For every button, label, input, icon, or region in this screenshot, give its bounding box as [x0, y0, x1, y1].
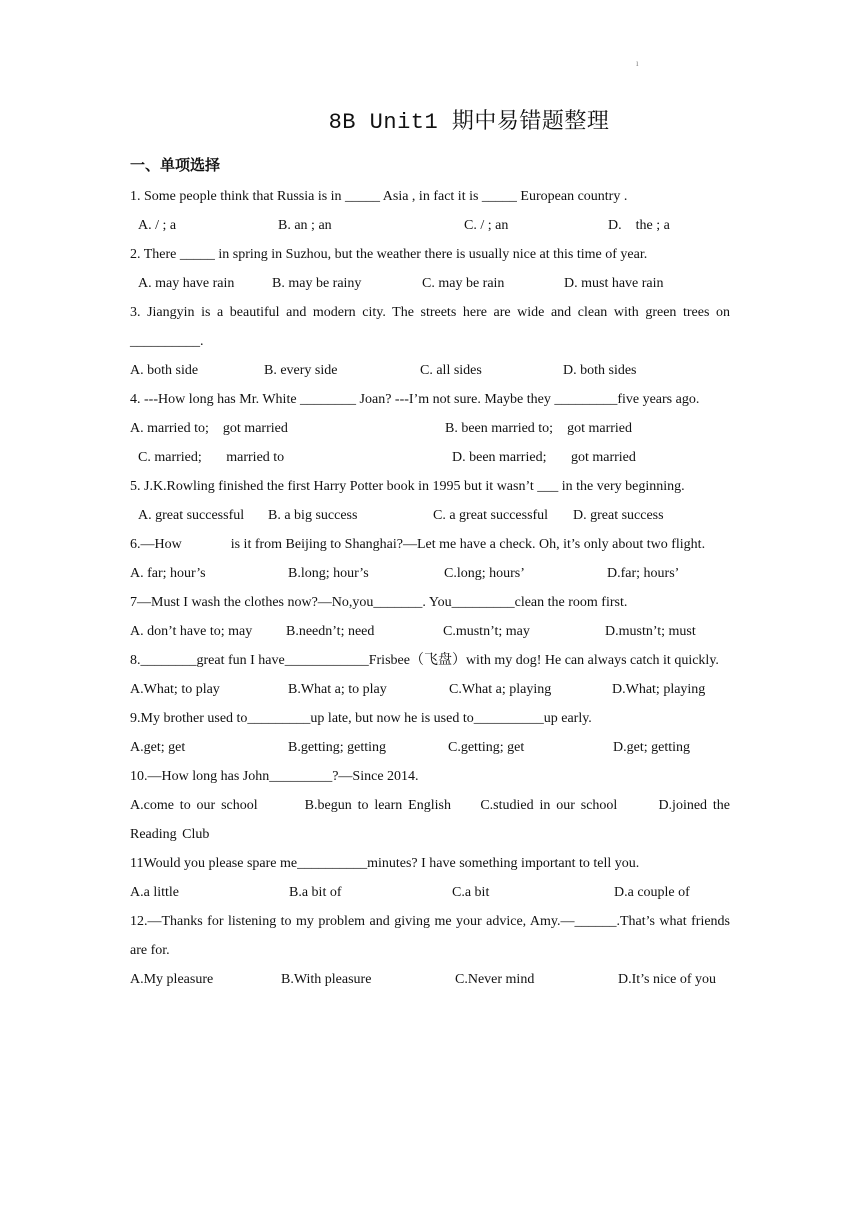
section-heading: 一、单项选择 — [130, 156, 221, 174]
options-row — [130, 965, 730, 994]
option-c: C. / ; an — [464, 218, 509, 233]
document-title: 8B Unit1 期中易错题整理 — [328, 110, 610, 135]
question-stem: 10.—How long has John_________?—Since 2014. — [130, 769, 419, 784]
option-d: D.a couple of — [614, 885, 690, 900]
question-stem: 2. There _____ in spring in Suzhou, but the weather there is usually nice at this time of year. — [130, 247, 648, 262]
question-stem: 6.—How is it from Beijing to Shanghai?—Let me have a check. Oh, it’s only about two flight. — [130, 537, 706, 552]
option-d: D.What; playing — [612, 682, 706, 697]
page-mark: ı — [636, 58, 639, 68]
options-row — [130, 356, 730, 385]
option-b: B.begun to learn English — [304, 798, 451, 813]
options-row — [130, 617, 730, 646]
option-b: B. a big success — [268, 508, 358, 523]
option-c: C.mustn’t; may — [443, 624, 530, 639]
option-c: C.Never mind — [455, 972, 535, 987]
option-a: A.What; to play — [130, 682, 220, 697]
options-row — [130, 501, 730, 530]
option-a: A. / ; a — [138, 218, 177, 233]
option-d: D.get; getting — [613, 740, 690, 755]
option-d: D.joined the Reading Club — [130, 798, 731, 842]
question-stem: 5. J.K.Rowling finished the first Harry Potter book in 1995 but it wasn’t ___ in the very beginning. — [130, 479, 685, 494]
option-c: C. married; married to — [138, 450, 285, 465]
question-stem: 1. Some people think that Russia is in _____ Asia , in fact it is _____ European country . — [130, 189, 628, 204]
option-a: A.come to our school — [130, 798, 258, 813]
option-a: A. may have rain — [138, 276, 235, 291]
option-b: B.What a; to play — [288, 682, 387, 697]
option-d: D. been married; got married — [452, 450, 636, 465]
option-b: B. every side — [264, 363, 338, 378]
question-stem: 11Would you please spare me__________minutes? I have something important to tell you. — [130, 856, 640, 871]
option-a: A.a little — [130, 885, 179, 900]
option-b: B.long; hour’s — [288, 566, 369, 581]
option-a: A. married to; got married — [130, 421, 288, 436]
options-row — [130, 211, 730, 240]
option-d: D.mustn’t; must — [605, 624, 696, 639]
option-d: D. the ; a — [608, 218, 670, 233]
option-b: B. an ; an — [278, 218, 332, 233]
option-c: C. all sides — [420, 363, 482, 378]
option-c: C. a great successful — [433, 508, 549, 523]
question-stem: 4. ---How long has Mr. White ________ Joan? ---I’m not sure. Maybe they _________five years ago. — [130, 392, 700, 407]
option-a: A. don’t have to; may — [130, 624, 253, 639]
option-c: C.a bit — [452, 885, 490, 900]
option-b: B.a bit of — [289, 885, 342, 900]
options-row — [130, 559, 730, 588]
question-stem: 8.________great fun I have____________Frisbee（飞盘）with my dog! He can always catch it quickly. — [130, 653, 719, 668]
option-a: A. both side — [130, 363, 199, 378]
option-b: B. been married to; got married — [445, 421, 632, 436]
option-d: D.far; hours’ — [607, 566, 680, 581]
question-stem: 7—Must I wash the clothes now?—No,you_______. You_________clean the room first. — [130, 595, 628, 610]
option-b: B. may be rainy — [272, 276, 362, 291]
option-c: C.studied in our school — [480, 798, 618, 813]
options-row — [130, 269, 730, 298]
option-d: D. both sides — [563, 363, 637, 378]
option-a: A.get; get — [130, 740, 186, 755]
option-c: C.long; hours’ — [444, 566, 525, 581]
option-c: C. may be rain — [422, 276, 505, 291]
option-a: A. far; hour’s — [130, 566, 206, 581]
options-row — [130, 414, 730, 443]
option-b: B.getting; getting — [288, 740, 386, 755]
option-d: D. must have rain — [564, 276, 664, 291]
question-stem: 9.My brother used to_________up late, but now he is used to__________up early. — [130, 711, 592, 726]
options-row — [130, 878, 730, 907]
option-a: A. great successful — [138, 508, 245, 523]
options-row — [130, 443, 730, 472]
options-row — [130, 791, 730, 849]
options-row — [130, 675, 730, 704]
option-b: B.With pleasure — [281, 972, 372, 987]
options-row — [130, 733, 730, 762]
option-c: C.getting; get — [448, 740, 525, 755]
option-c: C.What a; playing — [449, 682, 552, 697]
question-stem: 12.—Thanks for listening to my problem and giving me your advice, Amy.—______.That’s what friends are for. — [130, 914, 730, 958]
question-stem: 3. Jiangyin is a beautiful and modern city. The streets here are wide and clean with green trees on __________. — [130, 305, 730, 349]
option-d: D.It’s nice of you — [618, 972, 716, 987]
option-a: A.My pleasure — [130, 972, 214, 987]
option-d: D. great success — [573, 508, 664, 523]
question-list — [130, 182, 730, 994]
option-b: B.needn’t; need — [286, 624, 375, 639]
